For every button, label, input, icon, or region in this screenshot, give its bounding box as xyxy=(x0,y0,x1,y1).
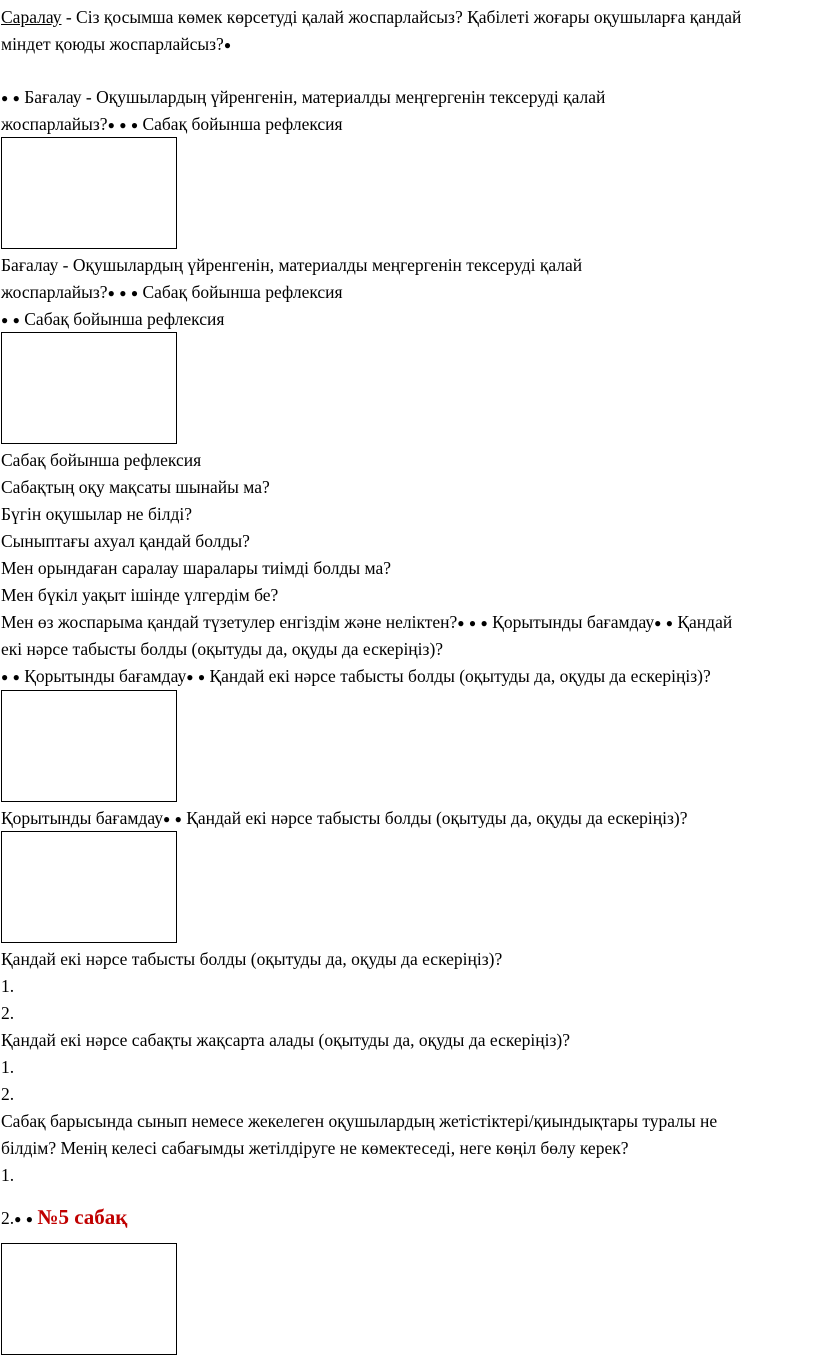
text-line xyxy=(1,609,732,637)
bullet-icon: ● xyxy=(12,91,20,105)
text-line xyxy=(1,1108,717,1135)
text-span: 2. xyxy=(1,1003,15,1023)
text-span: Қорытынды бағамдау xyxy=(1,808,163,828)
bullet-icon: ● xyxy=(25,1212,33,1226)
text-span: Сабақ бойынша рефлексия xyxy=(142,114,343,134)
text-line xyxy=(1,528,250,555)
text-span: Сыныптағы ахуал қандай болды? xyxy=(1,531,250,551)
text-line xyxy=(1,279,343,307)
text-span: жоспарлайыз? xyxy=(1,282,108,302)
bullet-icon: ● xyxy=(197,670,206,684)
bullet-icon: ● xyxy=(1,91,9,105)
text-span: міндет қоюды жоспарлайсыз? xyxy=(1,34,224,54)
text-line xyxy=(1,946,502,973)
text-line xyxy=(1,4,741,31)
bullet-icon: ● xyxy=(107,118,115,132)
text-line xyxy=(1,663,711,691)
bullet-icon: ● xyxy=(186,670,194,684)
bullet-icon: ● xyxy=(14,1212,22,1226)
text-span: Сабақ бойынша рефлексия xyxy=(142,282,343,302)
text-line xyxy=(1,1081,14,1108)
bullet-icon: ● xyxy=(174,812,182,826)
text-line xyxy=(1,306,224,334)
bullet-icon: ● xyxy=(457,616,465,630)
text-span: Мен өз жоспарыма қандай түзетулер енгіздім және неліктен? xyxy=(1,612,458,632)
text-span: Бүгін оқушылар не білді? xyxy=(1,504,192,524)
lesson-title: №5 сабақ xyxy=(37,1205,128,1229)
bullet-icon: ● xyxy=(654,616,662,630)
text-span: Мен орындаған саралау шаралары тиімді болды ма? xyxy=(1,558,392,578)
text-span: 1. xyxy=(1,976,15,996)
bullet-icon: ● xyxy=(162,812,171,826)
bullet-icon: ● xyxy=(119,286,127,300)
text-span: екі нәрсе табысты болды (оқытуды да, оқуды да ескеріңіз)? xyxy=(1,639,444,659)
text-line xyxy=(1,474,270,501)
text-span: - Сіз қосымша көмек көрсетуді қалай жоспарлайсыз? Қабілеті жоғары оқушыларға қандай xyxy=(61,7,742,27)
text-line xyxy=(1,973,14,1000)
text-line xyxy=(1,636,443,663)
text-span: Қорытынды бағамдау xyxy=(24,666,187,686)
text-span: жоспарлайыз? xyxy=(1,114,108,134)
text-span: Қандай екі нәрсе табысты болды (оқытуды да, оқуды да ескеріңіз)? xyxy=(209,666,711,686)
text-line xyxy=(1,31,231,59)
bullet-icon: ● xyxy=(1,313,9,327)
text-line xyxy=(1,501,192,528)
bullet-icon: ● xyxy=(480,616,488,630)
text-span: 2. xyxy=(1,1084,15,1104)
empty-frame xyxy=(1,137,177,249)
text-line xyxy=(1,1204,127,1233)
text-span: Сабақ барысында сынып немесе жекелеген оқушылардың жетістіктері/қиындықтары туралы не xyxy=(1,1111,718,1131)
text-line xyxy=(1,1135,628,1162)
text-line xyxy=(1,555,391,582)
text-line xyxy=(1,252,582,279)
text-line xyxy=(1,1162,14,1189)
text-line xyxy=(1,805,687,833)
text-span: Қандай екі нәрсе табысты болды (оқытуды да, оқуды да ескеріңіз)? xyxy=(186,808,688,828)
bullet-icon: ● xyxy=(468,616,477,630)
text-span: Бағалау - Оқушылардың үйренгенін, материалды меңгергенін тексеруді қалай xyxy=(1,255,583,275)
text-span: Қорытынды бағамдау xyxy=(492,612,655,632)
underlined-term: Саралау xyxy=(1,7,62,27)
text-span: Сабақтың оқу мақсаты шынайы ма? xyxy=(1,477,270,497)
text-line xyxy=(1,111,343,139)
bullet-icon: ● xyxy=(119,118,127,132)
empty-frame xyxy=(1,332,177,444)
empty-frame xyxy=(1,831,177,943)
text-span: Бағалау - Оқушылардың үйренгенін, материалды меңгергенін тексеруді қалай xyxy=(24,87,606,107)
bullet-icon: ● xyxy=(130,118,139,132)
bullet-icon: ● xyxy=(12,670,20,684)
bullet-icon: ● xyxy=(223,38,232,52)
text-span: Сабақ бойынша рефлексия xyxy=(1,450,202,470)
text-line xyxy=(1,84,605,112)
text-line xyxy=(1,447,201,474)
bullet-icon: ● xyxy=(1,670,9,684)
text-span: Қандай екі нәрсе сабақты жақсарта алады (оқытуды да, оқуды да ескеріңіз)? xyxy=(1,1030,571,1050)
text-line xyxy=(1,1000,14,1027)
text-span: 1. xyxy=(1,1057,15,1077)
text-span: 1. xyxy=(1,1165,15,1185)
bullet-icon: ● xyxy=(130,286,139,300)
text-span: Қандай екі нәрсе табысты болды (оқытуды да, оқуды да ескеріңіз)? xyxy=(1,949,503,969)
text-line xyxy=(1,582,278,609)
text-span: білдім? Менің келесі сабағымды жетілдіруге не көмектеседі, неге көңіл бөлу керек? xyxy=(1,1138,629,1158)
text-line xyxy=(1,1054,14,1081)
text-line xyxy=(1,1027,570,1054)
empty-frame xyxy=(1,690,177,802)
text-span: Мен бүкіл уақыт ішінде үлгердім бе? xyxy=(1,585,279,605)
empty-frame xyxy=(1,1243,177,1355)
text-span: Қандай xyxy=(677,612,733,632)
bullet-icon: ● xyxy=(665,616,673,630)
text-span: Сабақ бойынша рефлексия xyxy=(24,309,225,329)
bullet-icon: ● xyxy=(107,286,115,300)
text-span: 2. xyxy=(1,1208,15,1228)
bullet-icon: ● xyxy=(12,313,20,327)
